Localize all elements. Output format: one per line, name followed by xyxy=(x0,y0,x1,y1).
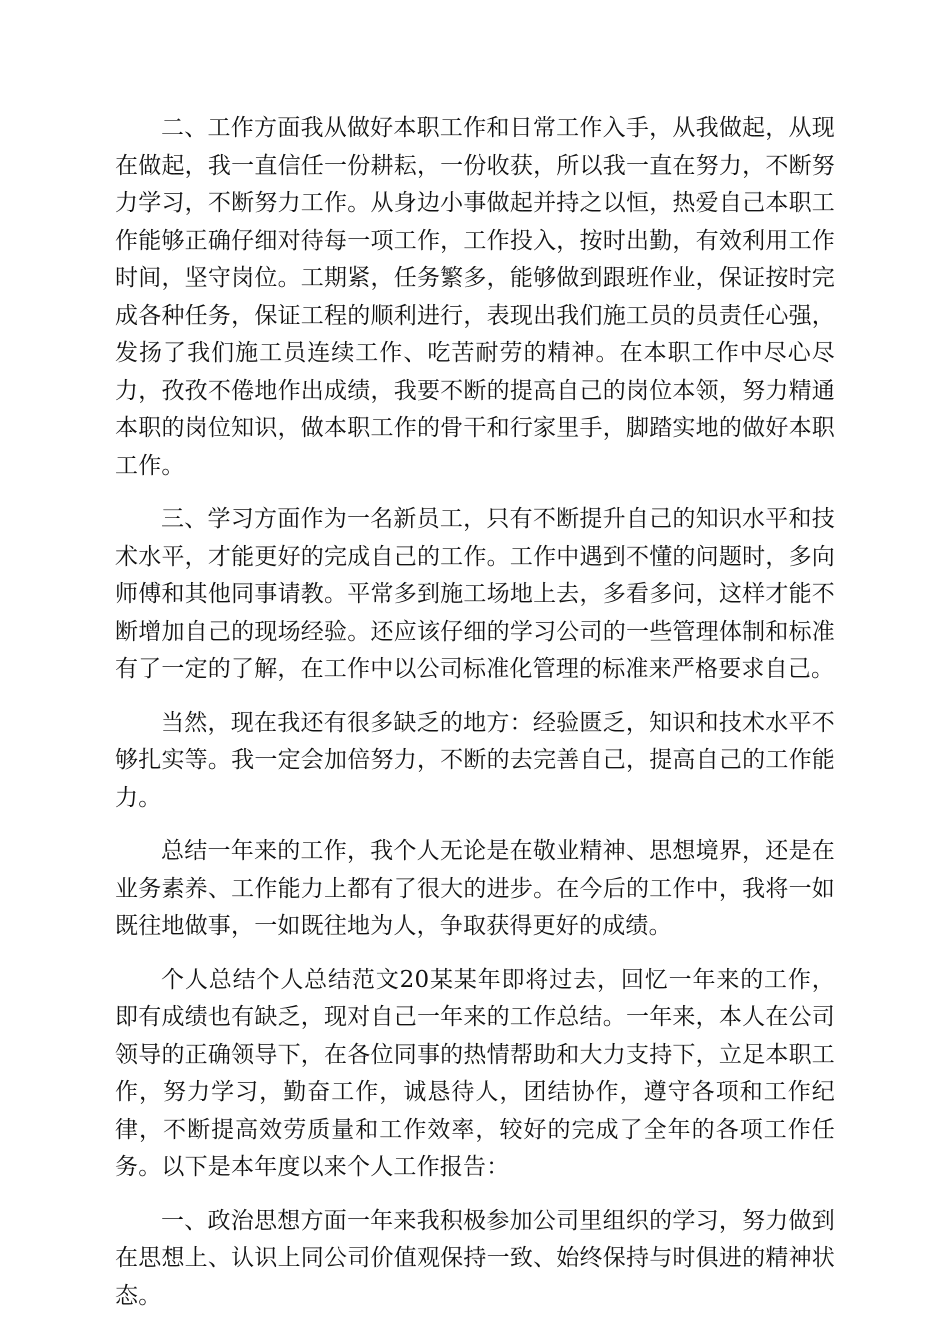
paragraph-shortcomings: 当然，现在我还有很多缺乏的地方：经验匮乏，知识和技术水平不够扎实等。我一定会加倍努力，不断的去完善自己，提高自己的工作能力。 xyxy=(115,709,835,811)
paragraph-intro: 个人总结个人总结范文20某某年即将过去，回忆一年来的工作，即有成绩也有缺乏，现对自己一年来的工作总结。一年来，本人在公司领导的正确领导下，在各位同事的热情帮助和大力支持下，立足本职工作，努力学习，勤奋工作，诚恳待人，团结协作，遵守各项和工作纪律，不断提高效劳质量和工作效率，较好的完成了全年的各项工作任务。以下是本年度以来个人工作报告： xyxy=(115,966,835,1180)
paragraph-summary: 总结一年来的工作，我个人无论是在敬业精神、思想境界，还是在业务素养、工作能力上都有了很大的进步。在今后的工作中，我将一如既往地做事，一如既往地为人，争取获得更好的成绩。 xyxy=(115,838,835,939)
paragraph-work: 二、工作方面我从做好本职工作和日常工作入手，从我做起，从现在做起，我一直信任一份耕耘，一份收获，所以我一直在努力，不断努力学习，不断努力工作。从身边小事做起并持之以恒，热爱自己本职工作能够正确仔细对待每一项工作，工作投入，按时出勤，有效利用工作时间，坚守岗位。工期紧，任务繁多，能够做到跟班作业，保证按时完成各种任务，保证工程的顺利进行，表现出我们施工员的员责任心强，发扬了我们施工员连续工作、吃苦耐劳的精神。在本职工作中尽心尽力，孜孜不倦地作出成绩，我要不断的提高自己的岗位本领，努力精通本职的岗位知识，做本职工作的骨干和行家里手，脚踏实地的做好本职工作。 xyxy=(115,115,835,479)
document-body xyxy=(115,110,835,1315)
paragraph-study: 三、学习方面作为一名新员工，只有不断提升自己的知识水平和技术水平，才能更好的完成自己的工作。工作中遇到不懂的问题时，多向师傅和其他同事请教。平常多到施工场地上去，多看多问，这样才能不断增加自己的现场经验。还应该仔细的学习公司的一些管理体制和标准有了一定的了解，在工作中以公司标准化管理的标准来严格要求自己。 xyxy=(115,506,835,682)
paragraph-politics: 一、政治思想方面一年来我积极参加公司里组织的学习，努力做到在思想上、认识上同公司价值观保持一致、始终保持与时俱进的精神状态。 xyxy=(115,1207,835,1309)
